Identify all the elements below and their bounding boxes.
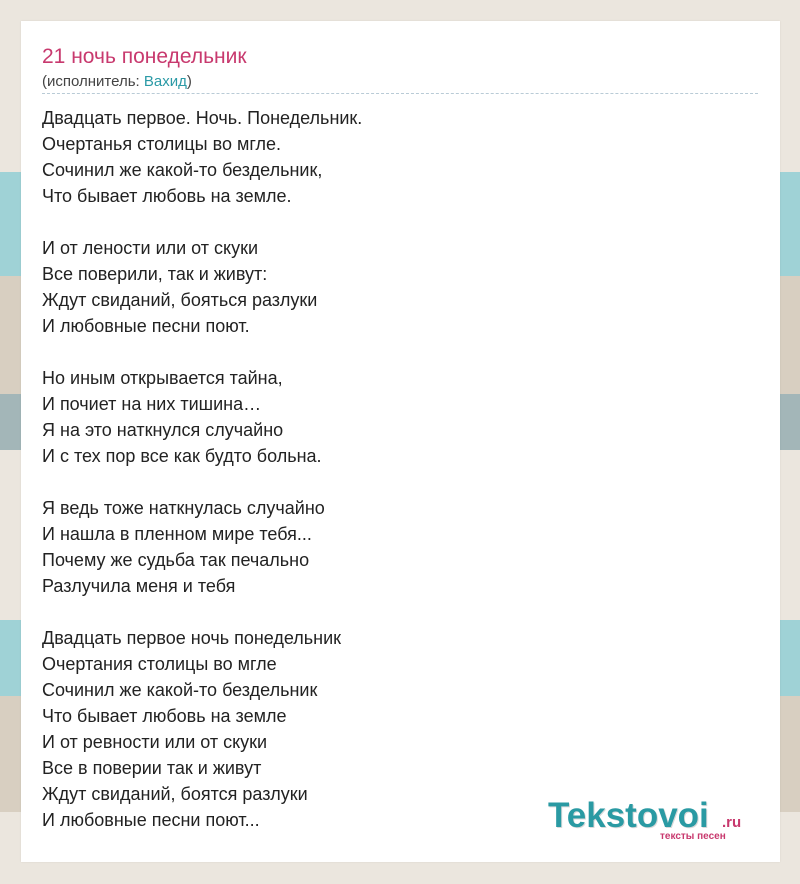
lyric-line: Я на это наткнулся случайно (42, 420, 284, 440)
stanza (42, 495, 758, 599)
lyric-line: Что бывает любовь на земле. (42, 186, 292, 206)
logo-wordmark: Tekstovoi (548, 796, 709, 835)
artist-suffix: ) (186, 73, 192, 90)
lyrics-body (42, 105, 758, 859)
title-divider (42, 93, 758, 94)
artist-link[interactable]: Вахид (143, 73, 187, 90)
lyrics-card (21, 21, 780, 862)
lyric-line: И нашла в пленном мире тебя... (42, 524, 312, 544)
lyric-line: Я ведь тоже наткнулась случайно (42, 498, 325, 518)
site-logo[interactable] (548, 796, 752, 842)
lyric-line: Очертания столицы во мгле (42, 654, 277, 674)
lyric-line: И с тех пор все как будто больна. (42, 446, 322, 466)
stanza (42, 105, 758, 209)
lyric-line: Ждут свиданий, боятся разлуки (42, 784, 308, 804)
lyric-line: И любовные песни поют. (42, 316, 250, 336)
lyric-line: И от лености или от скуки (42, 238, 259, 258)
lyric-line: Все поверили, так и живут: (42, 264, 268, 284)
logo-tagline: тексты песен (660, 831, 726, 842)
lyric-line: И любовные песни поют... (42, 810, 260, 830)
artist-line (42, 73, 192, 91)
lyric-line: Очертанья столицы во мгле. (42, 134, 282, 154)
lyric-line: Ждут свиданий, бояться разлуки (42, 290, 318, 310)
lyric-line: Разлучила меня и тебя (42, 576, 236, 596)
lyric-line: Почему же судьба так печально (42, 550, 310, 570)
lyric-line: Что бывает любовь на земле (42, 706, 287, 726)
lyric-line: Сочинил же какой-то бездельник (42, 680, 318, 700)
lyric-line: Двадцать первое. Ночь. Понедельник. (42, 108, 363, 128)
lyric-line: И от ревности или от скуки (42, 732, 268, 752)
lyric-line: Двадцать первое ночь понедельник (42, 628, 342, 648)
lyric-line: И почиет на них тишина… (42, 394, 262, 414)
lyric-line: Но иным открывается тайна, (42, 368, 283, 388)
artist-prefix: (исполнитель: (42, 73, 144, 90)
song-title: 21 ночь понедельник (42, 45, 247, 68)
stanza (42, 365, 758, 469)
logo-tld: .ru (722, 814, 742, 831)
lyric-line: Сочинил же какой-то бездельник, (42, 160, 323, 180)
stanza (42, 235, 758, 339)
lyric-line: Все в поверии так и живут (42, 758, 262, 778)
